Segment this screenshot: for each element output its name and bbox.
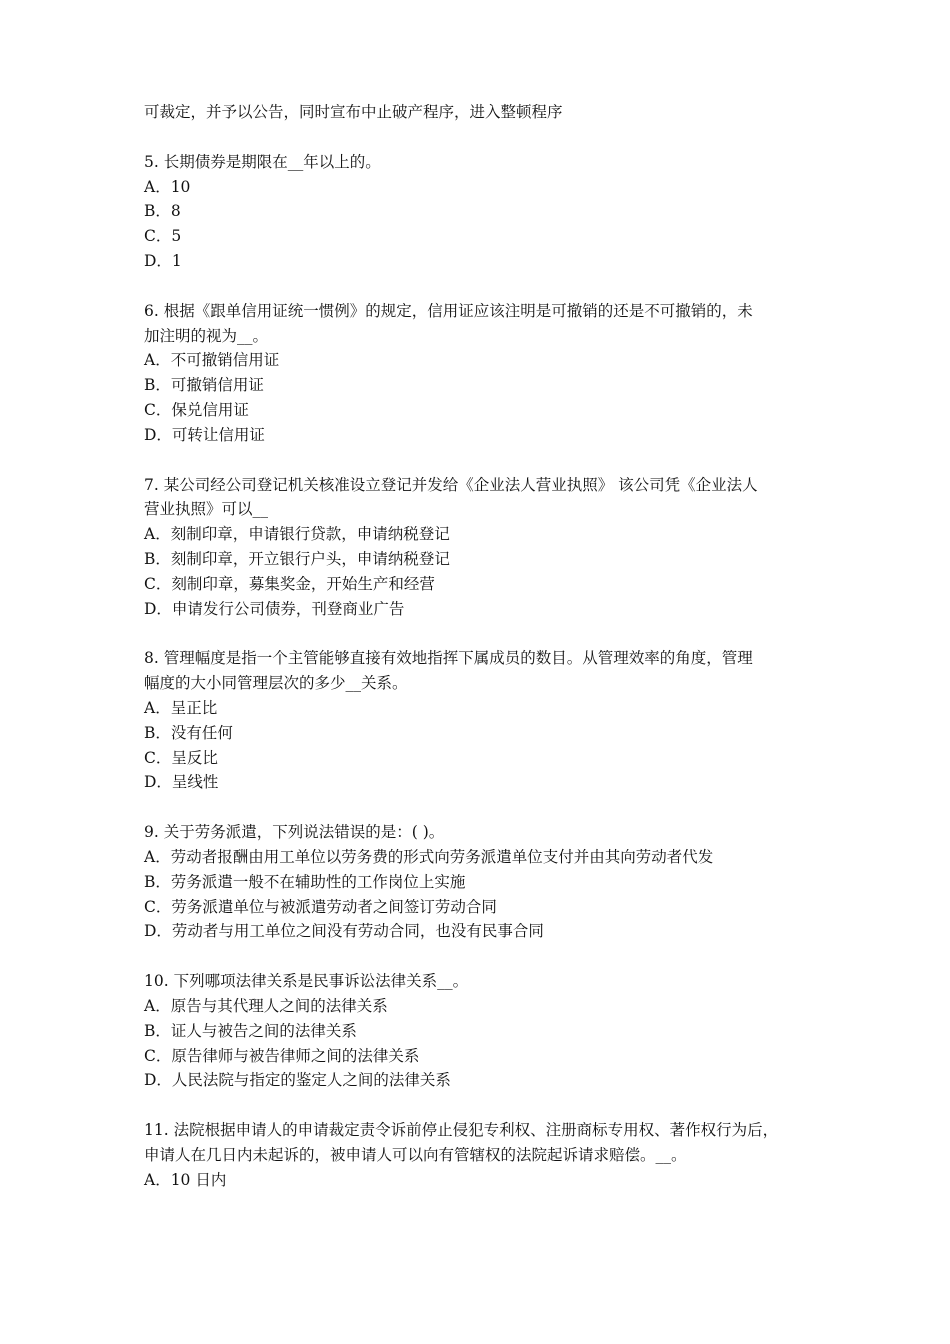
option-a: A．劳动者报酬由用工单位以劳务费的形式向劳务派遣单位支付并由其向劳动者代发 <box>144 847 714 866</box>
question-stem: 10. 下列哪项法律关系是民事诉讼法律关系__。 <box>144 972 469 991</box>
option-c: C．5 <box>144 227 182 246</box>
option-b: B．刻制印章，开立银行户头，申请纳税登记 <box>144 549 450 568</box>
question-10 <box>144 969 824 1093</box>
option-d: D．申请发行公司债券，刊登商业广告 <box>144 599 405 618</box>
question-stem-continued: 营业执照》可以__ <box>144 500 269 519</box>
question-6 <box>144 299 824 448</box>
lead-text: 可裁定，并予以公告，同时宣布中止破产程序，进入整顿程序 <box>144 103 563 121</box>
question-stem: 9. 关于劳务派遣，下列说法错误的是：( )。 <box>144 823 445 842</box>
question-stem: 11. 法院根据申请人的申请裁定责令诉前停止侵犯专利权、注册商标专用权、著作权行为后， <box>144 1121 779 1140</box>
option-d: D．人民法院与指定的鉴定人之间的法律关系 <box>144 1071 451 1090</box>
option-a: A．10 <box>144 177 191 196</box>
question-stem: 8. 管理幅度是指一个主管能够直接有效地指挥下属成员的数目。从管理效率的角度，管理 <box>144 649 753 668</box>
option-b: B．8 <box>144 202 181 221</box>
document-page <box>144 100 824 1217</box>
option-a: A．原告与其代理人之间的法律关系 <box>144 996 388 1015</box>
option-c: C．刻制印章，募集奖金，开始生产和经营 <box>144 574 435 593</box>
question-9 <box>144 820 824 944</box>
option-a: A．10 日内 <box>144 1170 227 1189</box>
question-stem-continued: 加注明的视为__。 <box>144 326 269 345</box>
option-d: D．呈线性 <box>144 773 219 792</box>
option-a: A．呈正比 <box>144 698 218 717</box>
option-d: D．1 <box>144 251 182 270</box>
question-stem-continued: 幅度的大小同管理层次的多少__关系。 <box>144 674 408 693</box>
question-stem-continued: 申请人在几日内未起诉的，被申请人可以向有管辖权的法院起诉请求赔偿。__。 <box>144 1145 687 1164</box>
option-c: C．保兑信用证 <box>144 400 249 419</box>
option-d: D．劳动者与用工单位之间没有劳动合同，也没有民事合同 <box>144 922 544 941</box>
option-d: D．可转让信用证 <box>144 425 265 444</box>
option-b: B．证人与被告之间的法律关系 <box>144 1021 357 1040</box>
question-8 <box>144 646 824 795</box>
question-7 <box>144 473 824 622</box>
option-c: C．劳务派遣单位与被派遣劳动者之间签订劳动合同 <box>144 897 497 916</box>
question-5 <box>144 150 824 274</box>
option-a: A．刻制印章，申请银行贷款，申请纳税登记 <box>144 525 450 544</box>
option-b: B．劳务派遣一般不在辅助性的工作岗位上实施 <box>144 872 466 891</box>
option-a: A．不可撤销信用证 <box>144 351 280 370</box>
option-b: B．可撤销信用证 <box>144 376 264 395</box>
option-c: C．原告律师与被告律师之间的法律关系 <box>144 1046 420 1065</box>
question-11 <box>144 1118 824 1192</box>
question-stem: 7. 某公司经公司登记机关核准设立登记并发给《企业法人营业执照》 该公司凭《企业法人 <box>144 475 758 494</box>
option-b: B．没有任何 <box>144 723 233 742</box>
question-stem: 6. 根据《跟单信用证统一惯例》的规定，信用证应该注明是可撤销的还是不可撤销的，未 <box>144 301 753 320</box>
question-stem: 5. 长期债券是期限在__年以上的。 <box>144 152 381 171</box>
option-c: C．呈反比 <box>144 748 218 767</box>
